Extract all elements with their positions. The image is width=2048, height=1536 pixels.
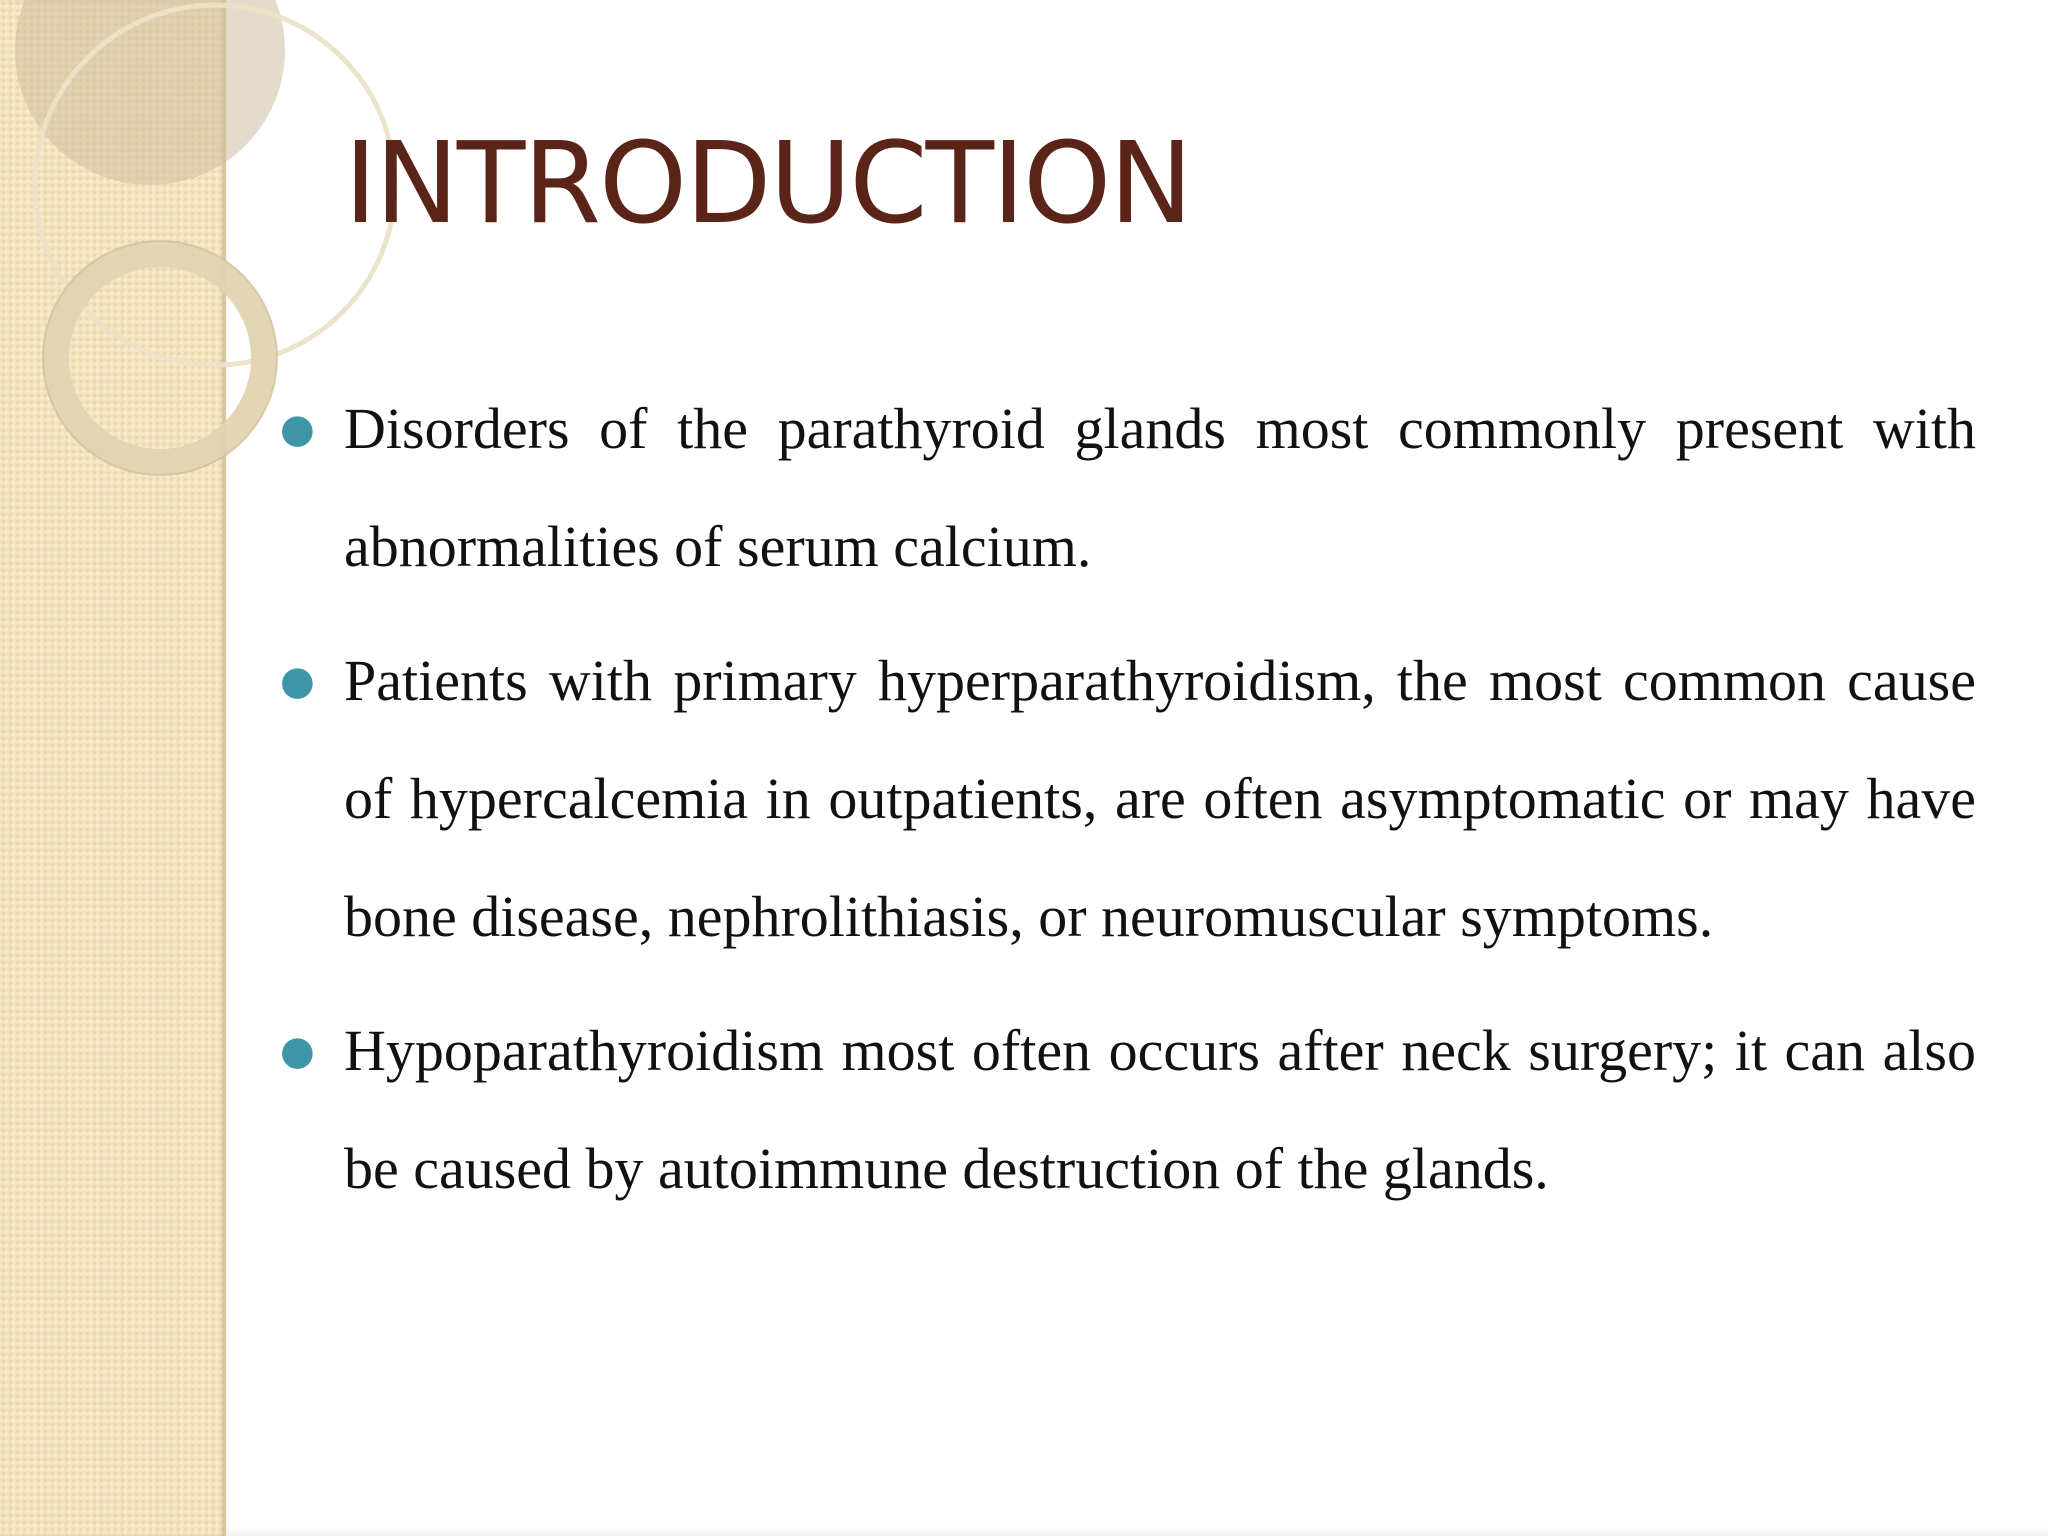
slide-title: INTRODUCTION [344,119,1192,249]
bullet-dot-icon: ● [280,406,315,452]
decorative-filled-circle [15,0,285,185]
bullet-item [280,370,1976,606]
bottom-shade [226,1526,2048,1536]
decorative-rings-icon [0,0,260,520]
bullet-text: Hypoparathyroidism most often occurs after neck surgery; it can also be caused by autoimmune destruction of the glands. [344,1018,1976,1201]
bullet-list [280,370,1976,1244]
bullet-text: Disorders of the parathyroid glands most commonly present with abnormalities of serum calcium. [344,396,1976,579]
bullet-text: Patients with primary hyperparathyroidism, the most common cause of hypercalcemia in outpatients, are often asymptomatic or may have bone disease, nephrolithiasis, or neuromuscular symptoms. [344,648,1976,949]
bullet-dot-icon: ● [280,658,315,704]
bullet-item [280,992,1976,1228]
bullet-item [280,622,1976,976]
bullet-dot-icon: ● [280,1028,315,1074]
